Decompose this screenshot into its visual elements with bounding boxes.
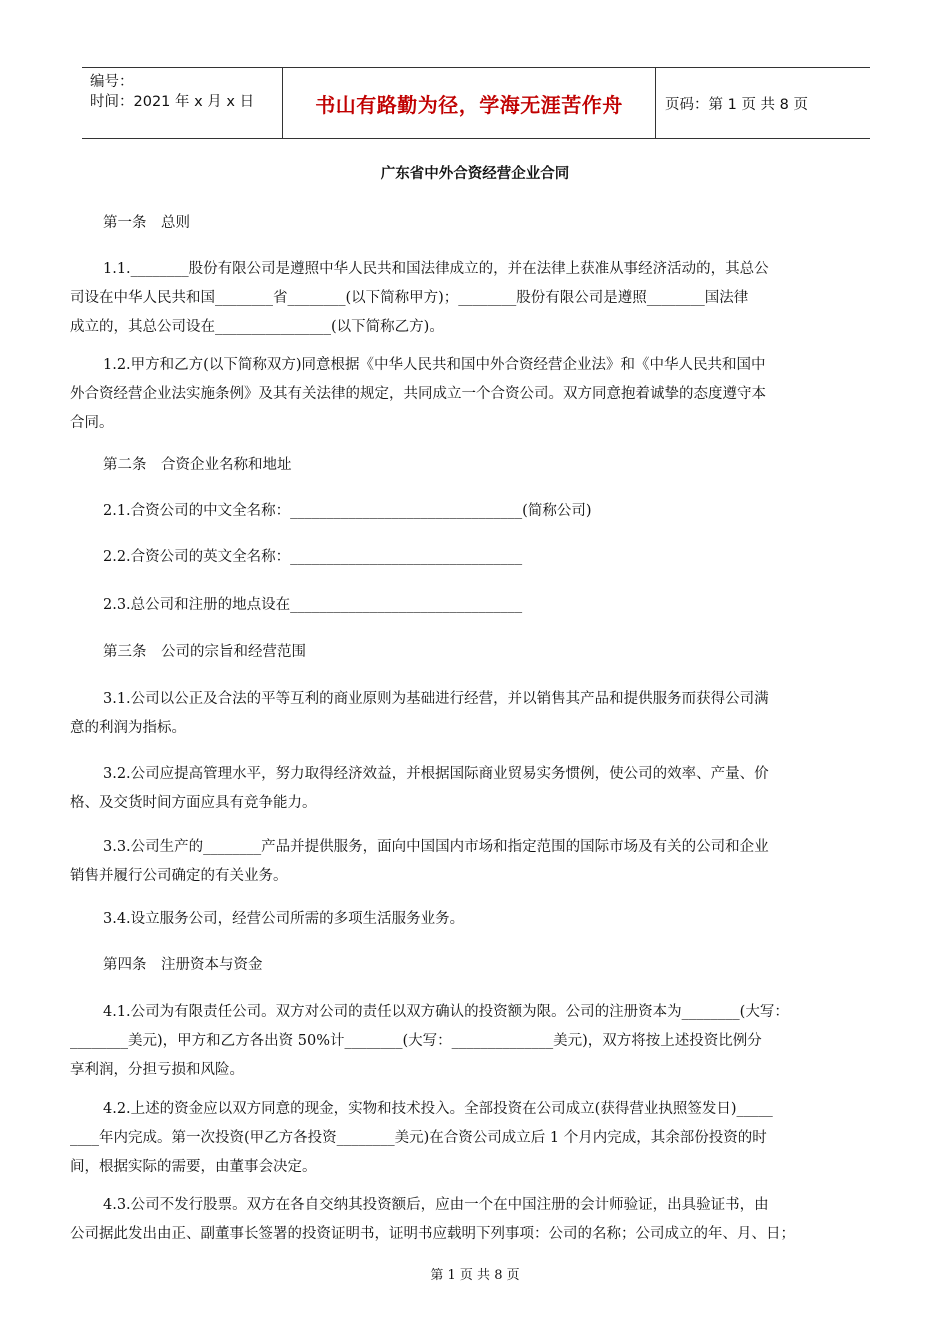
- paragraph: [70, 255, 888, 342]
- page-footer: 第 1 页 共 8 页: [430, 1268, 520, 1283]
- paragraph-line: 1.1.________股份有限公司是遵照中华人民共和国法律成立的，并在法律上获准从事经济活动的，其总公: [103, 261, 769, 277]
- paragraph: [70, 451, 888, 480]
- paragraph-line: 间，根据实际的需要，由董事会决定。: [70, 1159, 317, 1175]
- paragraph-line: 意的利润为指标。: [70, 720, 186, 736]
- header-page-label: 页码：第 1 页 共 8 页: [665, 96, 808, 113]
- paragraph-line: 1.2.甲方和乙方(以下简称双方)同意根据《中华人民共和国中外合资经营企业法》和《中华人民共和国中: [103, 357, 766, 373]
- document-title: 广东省中外合资经营企业合同: [380, 166, 570, 182]
- paragraph-line: 第二条 合资企业名称和地址: [103, 457, 292, 473]
- paragraph-line: 4.3.公司不发行股票。双方在各自交纳其投资额后，应由一个在中国注册的会计师验证，出具验证书，由: [103, 1197, 769, 1213]
- paragraph-line: 合同。: [70, 415, 114, 431]
- paragraph: [70, 760, 888, 818]
- paragraph-line: 4.1.公司为有限责任公司。双方对公司的责任以双方确认的投资额为限。公司的注册资本为________(大写：: [103, 1004, 789, 1020]
- paragraph-line: 2.3.总公司和注册的地点设在________________________________: [103, 597, 523, 613]
- header-motto: 书山有路勤为径，学海无涯苦作舟: [282, 68, 656, 138]
- paragraph: [70, 1191, 888, 1249]
- paragraph-line: 第三条 公司的宗旨和经营范围: [103, 644, 306, 660]
- paragraph-line: ________美元)，甲方和乙方各出资 50%计________(大写：______________美元)，双方将按上述投资比例分: [70, 1033, 762, 1049]
- paragraph: [70, 833, 888, 891]
- paragraph: [70, 351, 888, 438]
- paragraph-line: 成立的，其总公司设在________________(以下简称乙方)。: [70, 319, 444, 335]
- paragraph-line: 3.3.公司生产的________产品并提供服务，面向中国国内市场和指定范围的国际市场及有关的公司和企业: [103, 839, 769, 855]
- paragraph-line: 格、及交货时间方面应具有竞争能力。: [70, 795, 317, 811]
- paragraph: [70, 998, 888, 1085]
- paragraph: [70, 1095, 888, 1182]
- paragraph-line: 第四条 注册资本与资金: [103, 957, 263, 973]
- paragraph-line: 3.2.公司应提高管理水平，努力取得经济效益，并根据国际商业贸易实务惯例，使公司的效率、产量、价: [103, 766, 769, 782]
- paragraph-line: 2.2.合资公司的英文全名称：________________________________: [103, 549, 523, 565]
- paragraph-line: 销售并履行公司确定的有关业务。: [70, 868, 288, 884]
- paragraph-line: 第一条 总则: [103, 215, 190, 231]
- paragraph-line: 4.2.上述的资金应以双方同意的现金，实物和技术投入。全部投资在公司成立(获得营业执照签发日)_____: [103, 1101, 773, 1117]
- paragraph-line: 外合资经营企业法实施条例》及其有关法律的规定，共同成立一个合资公司。双方同意抱着诚挚的态度遵守本: [70, 386, 766, 402]
- paragraph: [70, 905, 888, 934]
- paragraph-line: 3.1.公司以公正及合法的平等互利的商业原则为基础进行经营，并以销售其产品和提供服务而获得公司满: [103, 691, 769, 707]
- paragraph-line: 公司据此发出由正、副董事长签署的投资证明书，证明书应载明下列事项：公司的名称；公司成立的年、月、日；: [70, 1226, 795, 1242]
- paragraph: [70, 638, 888, 667]
- paragraph-line: 司设在中华人民共和国________省________(以下简称甲方)；________股份有限公司是遵照________国法律: [70, 290, 749, 306]
- paragraph-line: 2.1.合资公司的中文全名称：________________________________(简称公司): [103, 503, 592, 519]
- paragraph: [70, 951, 888, 980]
- time-label: 时间：2021 年 x 月 x 日: [90, 94, 255, 110]
- number-label: 编号：: [90, 74, 134, 90]
- paragraph-line: 3.4.设立服务公司，经营公司所需的多项生活服务业务。: [103, 911, 465, 927]
- paragraph: [70, 685, 888, 743]
- page-header: [82, 67, 870, 139]
- paragraph: [70, 591, 888, 620]
- paragraph: [70, 209, 888, 238]
- paragraph: [70, 497, 888, 526]
- paragraph-line: ____年内完成。第一次投资(甲乙方各投资________美元)在合资公司成立后 1 个月内完成，其余部份投资的时: [70, 1130, 767, 1146]
- header-meta: [82, 68, 282, 138]
- paragraph-line: 享利润，分担亏损和风险。: [70, 1062, 244, 1078]
- paragraph: [70, 543, 888, 572]
